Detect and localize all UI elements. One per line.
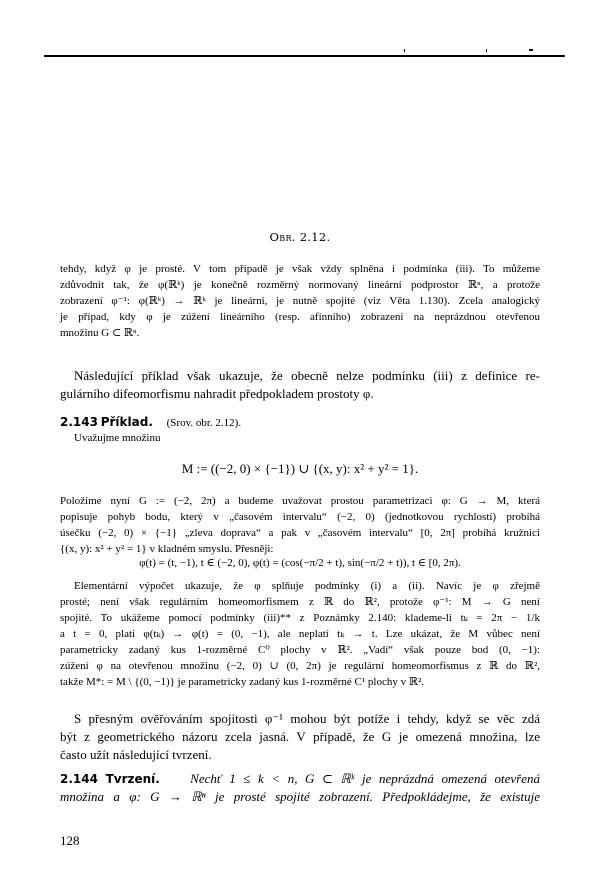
text-line: zobrazení φ⁻¹: φ(ℝᵏ) → ℝᵏ je lineární, je nutně spojité (viz Věta 1.130). Zcela analogický bbox=[60, 295, 540, 307]
text-line: množina a φ: G → ℝⁿ je prosté spojité zobrazení. Předpokládejme, že existuje bbox=[60, 789, 540, 804]
theorem-text: Nechť 1 ≤ k < n, G ⊂ ℝᵏ je neprázdná omezená otevřená bbox=[190, 771, 541, 786]
header-mark bbox=[486, 49, 487, 52]
paragraph-1 bbox=[60, 261, 540, 341]
example-title: Příklad. bbox=[100, 415, 153, 429]
display-formula-phi: φ(t) = (t, −1), t ∈ (−2, 0), φ(t) = (cos(−π/2 + t), sin(−π/2 + t)), t ∈ [0, 2π). bbox=[139, 557, 461, 569]
text-line: popisuje pohyb bodu, který v „časovém intervalu“ (−2, 0) (jednotkovou rychlostí) probíhá bbox=[60, 511, 540, 523]
theorem-title: Tvrzení. bbox=[105, 772, 160, 786]
text-line: tehdy, když φ je prosté. V tom případě je však vždy splněna i podmínka (iii). To můžeme bbox=[60, 263, 540, 275]
paragraph-3 bbox=[60, 710, 540, 764]
text-line: úsečku (−2, 0) × {−1} „zleva doprava“ a pak v „časovém intervalu“ [0, 2π] probíhá kružnici bbox=[60, 527, 540, 539]
text-line: a t = 0, platí φ(tₖ) → φ(t) = (0, −1), ale neplatí tₖ → t. Lze ukázat, že M vůbec není bbox=[60, 628, 540, 640]
example-number: 2.143 bbox=[60, 415, 98, 429]
text-line: být z geometrického názoru zcela jasná. V případě, že G je omezená množina, lze bbox=[60, 729, 540, 744]
theorem bbox=[60, 770, 540, 806]
text-line: parametricky zadaný kus 1-rozměrné C⁰ plochy v ℝ². „Vadí“ však pouze bod (0, −1): bbox=[60, 644, 540, 656]
text-line: zúžení φ na otevřenou množinu (−2, 0) ∪ (0, 2π) je regulární homeomorfismus z ℝ do ℝ², bbox=[60, 660, 540, 672]
header-mark bbox=[404, 49, 405, 52]
text-line: často užít následující tvrzení. bbox=[60, 747, 212, 762]
header-rule bbox=[44, 55, 565, 57]
text-line: Následující příklad však ukazuje, že obecně nelze podmínku (iii) z definice re- bbox=[74, 368, 540, 383]
text-line: Elementární výpočet ukazuje, že φ splňuje podmínky (i) a (ii). Navíc je φ zřejmě bbox=[74, 580, 540, 592]
text-line: takže M*: = M \ {(0, −1)} je parametricky zadaný kus 1-rozměrné C¹ plochy v ℝ². bbox=[60, 676, 425, 688]
page-number: 128 bbox=[60, 833, 80, 848]
example-heading bbox=[60, 414, 540, 431]
display-formula-M: M := ((−2, 0) × {−1}) ∪ {(x, y): x² + y² = 1}. bbox=[181, 461, 419, 476]
paragraph-2 bbox=[60, 367, 540, 403]
text-line: {(x, y): x² + y² = 1} v kladném smyslu. Přesněji: bbox=[60, 543, 274, 555]
header-mark bbox=[529, 49, 533, 51]
example-paragraph-2 bbox=[60, 578, 540, 690]
text-line: zdůvodnit tak, že φ(ℝᵏ) je konečně rozměrný normovaný lineární podprostor ℝⁿ, a protože bbox=[60, 279, 540, 291]
text-line: S přesným ověřováním spojitosti φ⁻¹ mohou být potíže i tehdy, když se věc zdá bbox=[74, 711, 540, 726]
text-line: je případ, kdy φ je zúžení lineárního (resp. afinního) zobrazení na neprázdnou otevřenou bbox=[60, 311, 540, 323]
example-paragraph bbox=[60, 493, 540, 557]
text-line: gulárního difeomorfismu nahradit předpokladem prostoty φ. bbox=[60, 386, 374, 401]
text-line: množinu G ⊂ ℝⁿ. bbox=[60, 327, 140, 339]
example-reference: (Srov. obr. 2.12). bbox=[166, 417, 242, 429]
text-line: prosté; není však regulárním homeomorfismem z ℝ do ℝ², protože φ⁻¹: M → G není bbox=[60, 596, 540, 608]
example-intro: Uvažujme množinu bbox=[74, 432, 161, 444]
figure-caption: Obr. 2.12. bbox=[269, 230, 331, 244]
text-line: Položíme nyní G := (−2, 2π) a budeme uvažovat prostou parametrizaci φ: G → M, která bbox=[60, 495, 540, 507]
theorem-number: 2.144 bbox=[60, 772, 98, 786]
text-line: spojité. To ukážeme pomocí podmínky (iii)** z Poznámky 2.140: klademe-li tₖ = 2π − 1/k bbox=[60, 612, 540, 624]
figure-area bbox=[60, 70, 540, 220]
theorem-first-line bbox=[60, 770, 540, 788]
